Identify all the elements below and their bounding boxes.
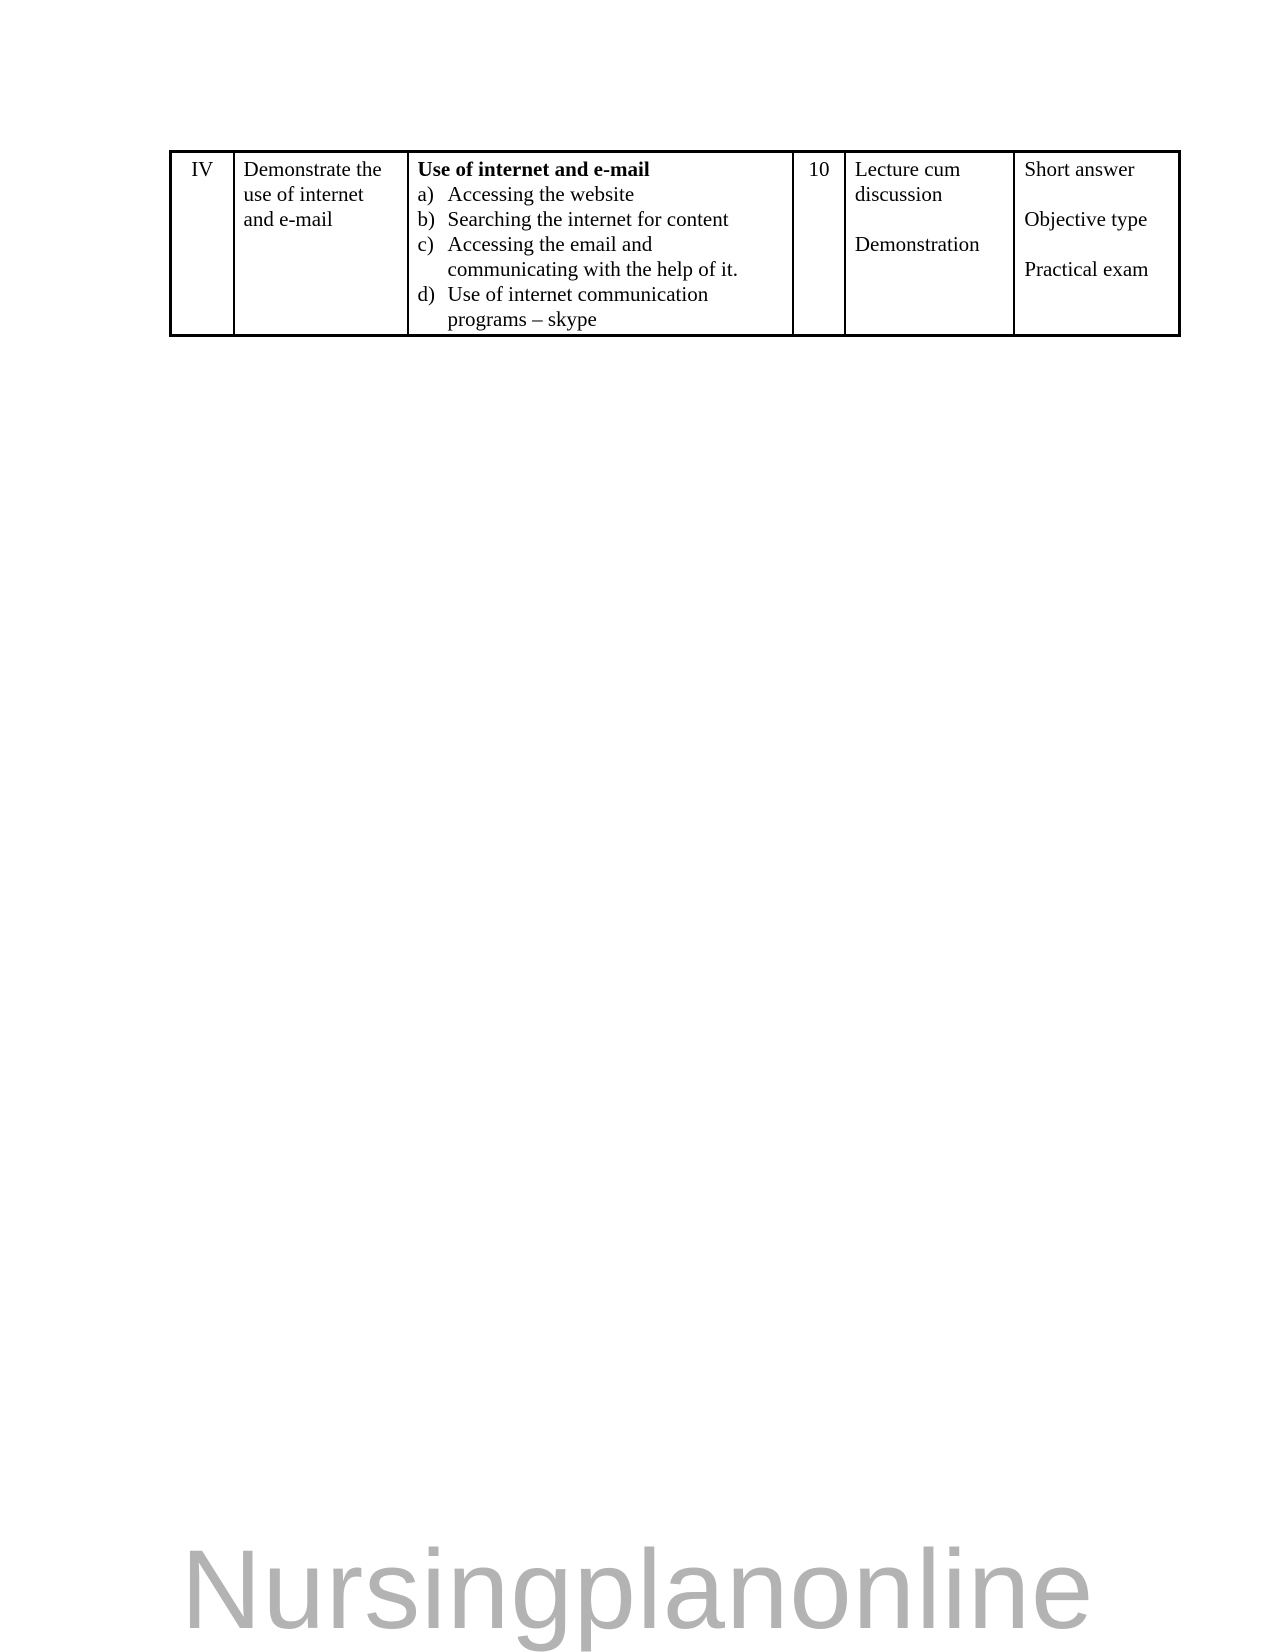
content-cell [408,152,794,336]
list-item-letter: d) [417,282,436,306]
teaching-method-cell [845,152,1014,336]
table-row [171,152,1180,336]
evaluation-cell [1014,152,1179,336]
hours-cell: 10 [793,152,845,336]
objective-cell: Demonstrate the use of internet and e-mail [234,152,408,336]
list-item [418,232,784,282]
list-item-text: Use of internet communication programs – skype [447,282,709,331]
unit-cell: IV [171,152,234,336]
content-list [418,182,784,332]
list-item [418,282,784,332]
watermark: Nursingplanonline [180,1527,1095,1652]
syllabus-table [169,150,1181,337]
list-item-text: Accessing the email and communicating with the help of it. [447,232,738,281]
list-item-letter: c) [417,232,434,256]
evaluation-method: Short answer [1024,157,1135,181]
list-item-text: Searching the internet for content [447,207,729,231]
list-item-text: Accessing the website [447,182,635,206]
list-item [418,182,784,207]
teaching-method: Demonstration [854,232,980,256]
content-heading: Use of internet and e-mail [417,157,650,181]
list-item-letter: b) [417,207,436,231]
teaching-method: Lecture cum discussion [854,157,961,206]
list-item-letter: a) [417,182,434,206]
evaluation-method: Objective type [1024,207,1148,231]
list-item [418,207,784,232]
evaluation-method: Practical exam [1024,257,1149,281]
